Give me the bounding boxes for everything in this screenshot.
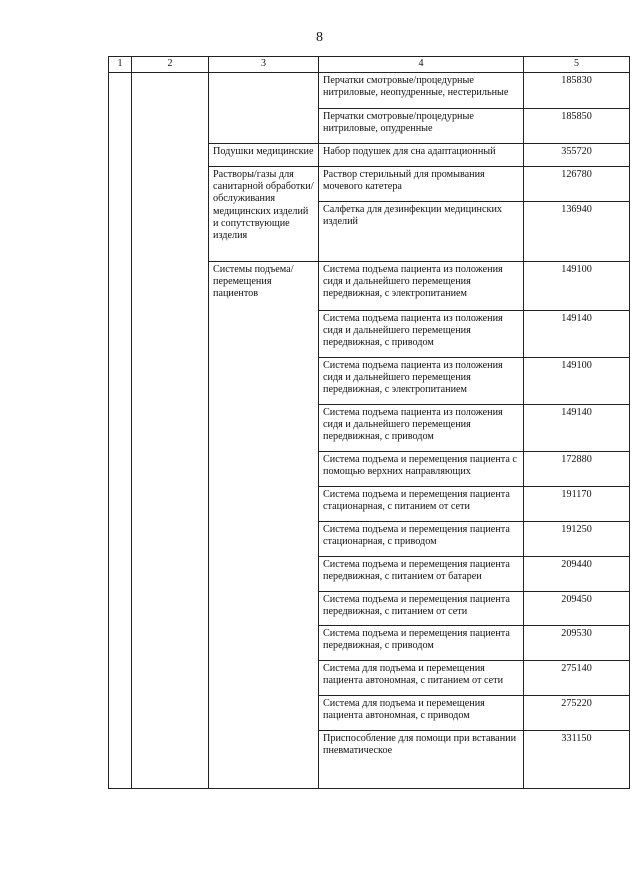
item-code: 149140 <box>524 405 630 452</box>
header-col-3: 3 <box>209 57 319 73</box>
item-name: Набор подушек для сна адаптационный <box>319 144 524 167</box>
item-code: 275140 <box>524 661 630 696</box>
item-name: Перчатки смотровые/процедурные нитриловые, неопудренные, нестерильные <box>319 73 524 109</box>
item-code: 275220 <box>524 696 630 731</box>
item-name: Система подъема и перемещения пациента стационарная, с питанием от сети <box>319 487 524 522</box>
header-col-2: 2 <box>132 57 209 73</box>
group-cell-solutions: Растворы/газы для санитарной обработки/обслуживания медицинских изделий и сопутствующие изделия <box>209 167 319 262</box>
item-code: 126780 <box>524 167 630 202</box>
col-2-cell <box>132 73 209 789</box>
item-code: 331150 <box>524 731 630 789</box>
group-cell-gloves <box>209 73 319 144</box>
item-name: Система для подъема и перемещения пациента автономная, с приводом <box>319 696 524 731</box>
item-name: Система подъема и перемещения пациента с помощью верхних направляющих <box>319 452 524 487</box>
group-cell-pillows: Подушки медицинские <box>209 144 319 167</box>
item-code: 149140 <box>524 311 630 358</box>
item-name: Приспособление для помощи при вставании пневматическое <box>319 731 524 789</box>
item-code: 185830 <box>524 73 630 109</box>
item-name: Система для подъема и перемещения пациента автономная, с питанием от сети <box>319 661 524 696</box>
item-code: 191250 <box>524 522 630 557</box>
item-code: 209440 <box>524 557 630 592</box>
item-name: Система подъема пациента из положения сидя и дальнейшего перемещения передвижная, с электропитанием <box>319 262 524 311</box>
item-name: Система подъема и перемещения пациента стационарная, с приводом <box>319 522 524 557</box>
item-code: 172880 <box>524 452 630 487</box>
item-name: Система подъема и перемещения пациента передвижная, с приводом <box>319 626 524 661</box>
table-row <box>109 73 630 109</box>
item-name: Система подъема и перемещения пациента передвижная, с питанием от батареи <box>319 557 524 592</box>
item-name: Система подъема пациента из положения сидя и дальнейшего перемещения передвижная, с приводом <box>319 311 524 358</box>
header-col-1: 1 <box>109 57 132 73</box>
col-1-cell <box>109 73 132 789</box>
item-code: 136940 <box>524 202 630 262</box>
item-name: Салфетка для дезинфекции медицинских изделий <box>319 202 524 262</box>
item-name: Система подъема и перемещения пациента передвижная, с питанием от сети <box>319 592 524 626</box>
item-name: Раствор стерильный для промывания мочевого катетера <box>319 167 524 202</box>
item-name: Система подъема пациента из положения сидя и дальнейшего перемещения передвижная, с приводом <box>319 405 524 452</box>
page-number: 8 <box>316 30 323 45</box>
item-code: 209450 <box>524 592 630 626</box>
item-name: Система подъема пациента из положения сидя и дальнейшего перемещения передвижная, с электропитанием <box>319 358 524 405</box>
item-code: 209530 <box>524 626 630 661</box>
table-header-row <box>109 57 630 73</box>
item-code: 149100 <box>524 262 630 311</box>
item-code: 191170 <box>524 487 630 522</box>
group-cell-lifting: Системы подъема/перемещения пациентов <box>209 262 319 789</box>
item-code: 185850 <box>524 109 630 144</box>
registry-table <box>108 56 630 789</box>
item-code: 149100 <box>524 358 630 405</box>
header-col-4: 4 <box>319 57 524 73</box>
header-col-5: 5 <box>524 57 630 73</box>
item-code: 355720 <box>524 144 630 167</box>
item-name: Перчатки смотровые/процедурные нитриловые, опудренные <box>319 109 524 144</box>
